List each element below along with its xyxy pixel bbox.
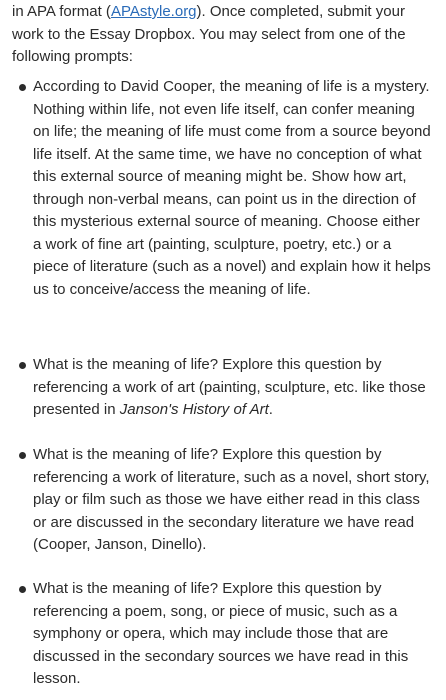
intro-text-start: in APA format ( [12,3,111,20]
prompt-item [12,354,437,422]
bullet-icon [19,362,26,369]
prompt-item [12,76,437,301]
prompt-text: According to David Cooper, the meaning of life is a mystery. Nothing within life, not even life itself, can confer meaning on life; the meaning of life must come from a source beyond life itself. At the same time, we have no conception of what this external source of meaning might be. Show how art, through non-verbal means, can point us in the direction of this mysterious external source of meaning. Choose either a work of fine art (painting, sculpture, poetry, etc.) or a piece of literature (such as a novel) and explain how it helps us to conceive/access the meaning of life. [33,78,431,298]
prompt-text-end: . [268,401,273,418]
prompt-text [33,354,431,422]
bullet-icon [19,84,26,91]
prompt-item [12,578,437,691]
prompt-text-start: What is the meaning of life? Explore this question by referencing a work of art (painting, sculpture, etc. like those presented in [33,356,426,418]
apa-style-link[interactable]: APAstyle.org [110,3,197,20]
prompt-text: What is the meaning of life? Explore this question by referencing a poem, song, or piece of music, such as a symphony or opera, which may include those that are discussed in the secondary sources we have read in this lesson. [33,580,409,687]
bullet-icon [19,586,26,593]
prompt-item [12,444,437,557]
prompt-text: What is the meaning of life? Explore this question by referencing a work of literature, such as a novel, short story, play or film such as those we have either read in this class or are discussed in the secondary literature we have read (Cooper, Janson, Dinello). [33,446,430,553]
intro-paragraph [12,1,437,69]
book-title: Janson's History of Art [119,401,269,418]
bullet-icon [19,452,26,459]
intro-text-end: ). Once completed, submit your work to the Essay Dropbox. You may select from one of the following prompts: [12,3,406,65]
